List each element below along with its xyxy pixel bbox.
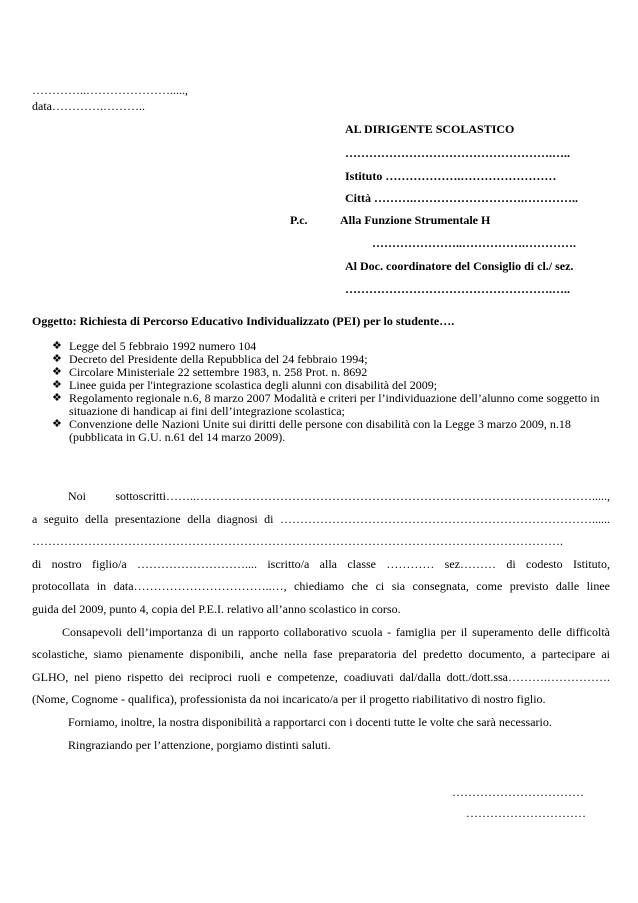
coordinator-dots: …………………………………………….….. [345, 282, 570, 296]
reference-item: ❖ Circolare Ministeriale 22 settembre 1983, n. 258 Prot. n. 8692 [52, 365, 368, 379]
coordinator-line: Al Doc. coordinatore del Consiglio di cl./ sez. [345, 259, 574, 273]
recipient-istituto: Istituto ……………….…………………… [345, 169, 557, 183]
reference-item: ❖ Linee guida per l'integrazione scolastica degli alunni con disabilità del 2009; [52, 378, 438, 392]
diamond-bullet-icon: ❖ [52, 379, 62, 391]
body-line: guida del 2009, punto 4, copia del P.E.I. relativo all’anno scolastico in corso. [32, 601, 401, 616]
signature-line: …………………………… [452, 785, 584, 799]
closing-paragraph: Ringraziando per l’attenzione, porgiamo distinti saluti. [68, 737, 331, 752]
diamond-bullet-icon: ❖ [52, 392, 62, 404]
pc-recipient: Alla Funzione Strumentale H [340, 213, 491, 227]
body-line: protocollata in data……………………………..…, chiediamo che ci sia consegnata, come previsto dalle linee [32, 579, 610, 594]
diamond-bullet-icon: ❖ [52, 418, 62, 430]
pc-label: P.c. [290, 213, 308, 227]
date-line: data………….……….. [32, 99, 145, 113]
body-line: Noi sottoscritti……..………………………………………………………………………………………....., [68, 489, 610, 503]
recipient-title: AL DIRIGENTE SCOLASTICO [345, 122, 515, 136]
body-paragraph: Forniamo, inoltre, la nostra disponibilità a rapportarci con i docenti tutte le volte che sarà necessario. [68, 714, 552, 729]
body-line: di nostro figlio/a ……………………….... iscritto/a alla classe ………… sez……… di codesto Istituto, [32, 556, 610, 571]
pc-dots: …………………..…………….…………. [372, 236, 576, 250]
body-paragraph: Consapevoli dell’importanza di un rapporto collaborativo scuola - famiglia per il superamento delle difficoltà scolastiche, siamo pienamente disponibili, anche nella fase preparatoria del predetto documento, a partecipare ai GLHO, nel pieno rispetto dei reciproci ruoli e competenze, coadiuvati dal/dalla dott./dott.ssa……….…………….(Nome, Cognome - qualifica), professionista da noi incaricato/a per il progetto riabilitativo di nostro figlio. [32, 624, 610, 707]
sender-line: …………..…………………....., [32, 83, 188, 97]
reference-item: ❖ Legge del 5 febbraio 1992 numero 104 [52, 339, 257, 353]
diamond-bullet-icon: ❖ [52, 366, 62, 378]
letter-body [32, 485, 610, 756]
references-list [52, 340, 622, 444]
diamond-bullet-icon: ❖ [52, 340, 62, 352]
diamond-bullet-icon: ❖ [52, 353, 62, 365]
signature-line: ………………………… [466, 806, 586, 820]
body-line: ……………………………………………………………………………………………………………………. [32, 534, 563, 549]
reference-item: ❖ Decreto del Presidente della Repubblica del 24 febbraio 1994; [52, 352, 368, 366]
subject-line: Oggetto: Richiesta di Percorso Educativo Individualizzato (PEI) per lo studente…. [32, 314, 455, 328]
body-line: a seguito della presentazione della diagnosi di ……………………………………………………………………...... [32, 511, 610, 526]
reference-item: ❖ Regolamento regionale n.6, 8 marzo 2007 Modalità e criteri per l’individuazione dell’alunno come soggetto in situazione di handicap ai fini dell’integrazione scolastica; [52, 391, 600, 418]
recipient-dots: …………………………………………….….. [345, 146, 570, 160]
recipient-citta: Città ……….……………………….………….. [345, 191, 578, 205]
reference-item: ❖ Convenzione delle Nazioni Unite sui diritti delle persone con disabilità con la Legge 3 marzo 2009, n.18 (pubblicata in G.U. n.61 del 14 marzo 2009). [52, 417, 571, 444]
